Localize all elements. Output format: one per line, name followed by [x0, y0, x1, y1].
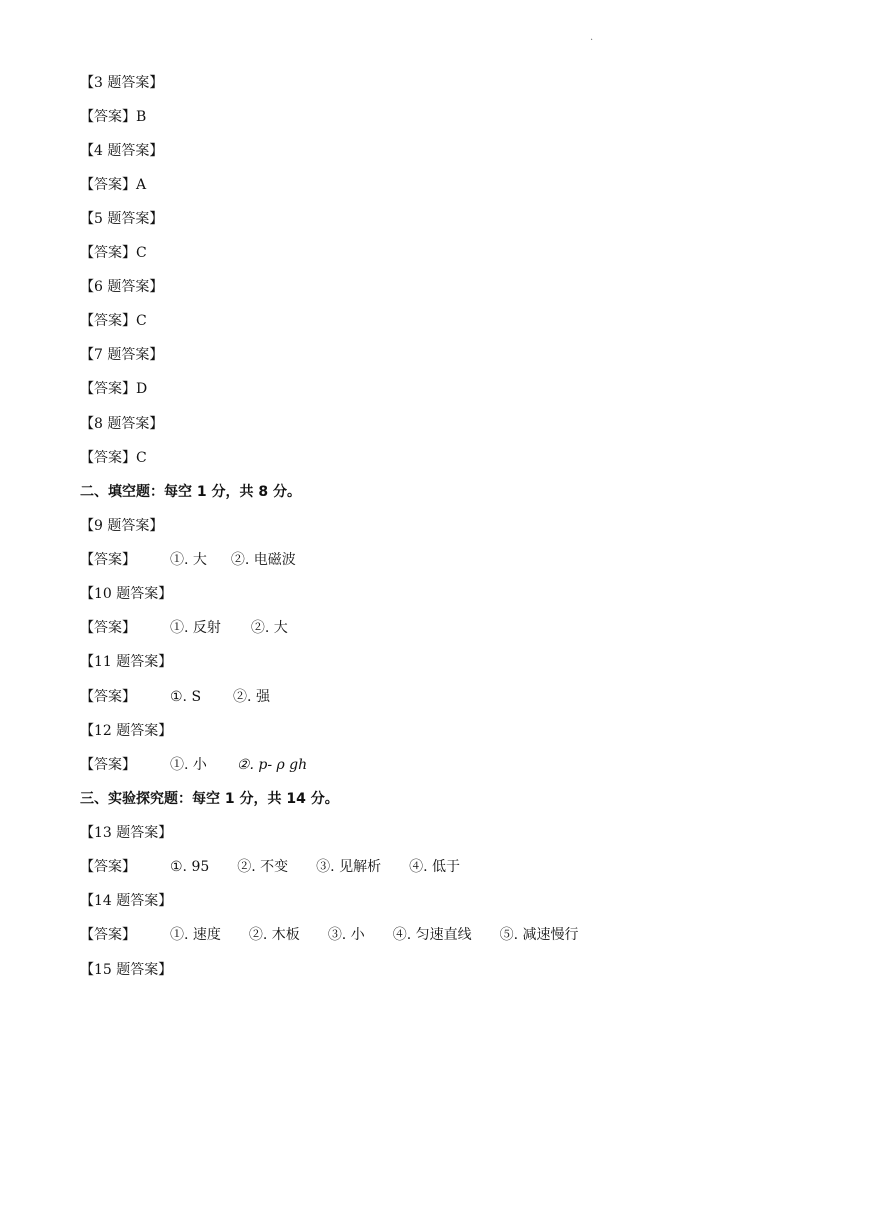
- answer-line-5: 【答案】C: [80, 245, 147, 261]
- question-heading-10: 【10 题答案】: [80, 586, 173, 602]
- answer-line-10: [80, 619, 316, 637]
- section-heading-fill-in: 二、填空题：每空 1 分，共 8 分。: [80, 484, 301, 500]
- answer-option: ①. S: [170, 689, 202, 705]
- answer-option: ②. 大: [250, 620, 288, 636]
- answer-label: 【答案】: [80, 552, 136, 568]
- section-heading-experiment: 三、实验探究题：每空 1 分，共 14 分。: [80, 791, 339, 807]
- answer-option: ②. 电磁波: [230, 552, 296, 568]
- answer-option: ①. 95: [170, 859, 210, 875]
- answer-option: ②. 不变: [237, 859, 289, 875]
- question-heading-14: 【14 题答案】: [80, 893, 173, 909]
- answer-option: ②. p- ρ gh: [236, 757, 308, 773]
- answer-option: ④. 匀速直线: [392, 927, 472, 943]
- question-heading-8: 【8 题答案】: [80, 416, 164, 432]
- question-heading-12: 【12 题答案】: [80, 723, 173, 739]
- answer-option: ①. 大: [170, 552, 207, 568]
- answer-line-4: 【答案】A: [80, 177, 147, 193]
- answer-line-13: [80, 858, 488, 876]
- answer-label: 【答案】: [80, 689, 136, 705]
- answer-line-12: [80, 756, 335, 774]
- answer-label: 【答案】: [80, 620, 136, 636]
- question-heading-6: 【6 题答案】: [80, 279, 164, 295]
- header-mark: .: [590, 32, 594, 43]
- answer-option: ①. 反射: [170, 620, 221, 636]
- question-heading-13: 【13 题答案】: [80, 825, 173, 841]
- answer-line-9: [80, 551, 324, 569]
- question-heading-15: 【15 题答案】: [80, 962, 173, 978]
- answer-option: ②. 木板: [248, 927, 300, 943]
- answer-option: ④. 低于: [409, 859, 460, 875]
- answer-line-7: 【答案】D: [80, 381, 148, 397]
- answer-label: 【答案】: [80, 927, 136, 943]
- answer-line-3: 【答案】B: [80, 109, 147, 125]
- question-heading-5: 【5 题答案】: [80, 211, 164, 227]
- answer-line-11: [80, 688, 298, 706]
- answer-label: 【答案】: [80, 757, 136, 773]
- answer-option: ③. 小: [327, 927, 365, 943]
- answer-option: ③. 见解析: [316, 859, 382, 875]
- answer-option: ①. 速度: [170, 927, 221, 943]
- question-heading-4: 【4 题答案】: [80, 143, 164, 159]
- question-heading-7: 【7 题答案】: [80, 347, 164, 363]
- question-heading-9: 【9 题答案】: [80, 518, 164, 534]
- answer-line-8: 【答案】C: [80, 450, 147, 466]
- answer-line-14: [80, 926, 607, 944]
- answer-label: 【答案】: [80, 859, 136, 875]
- answer-option: ②. 强: [233, 689, 270, 705]
- question-heading-11: 【11 题答案】: [80, 654, 173, 670]
- question-heading-3: 【3 题答案】: [80, 75, 164, 91]
- answer-line-6: 【答案】C: [80, 313, 147, 329]
- answer-option: ①. 小: [170, 757, 207, 773]
- answer-option: ⑤. 减速慢行: [499, 927, 579, 943]
